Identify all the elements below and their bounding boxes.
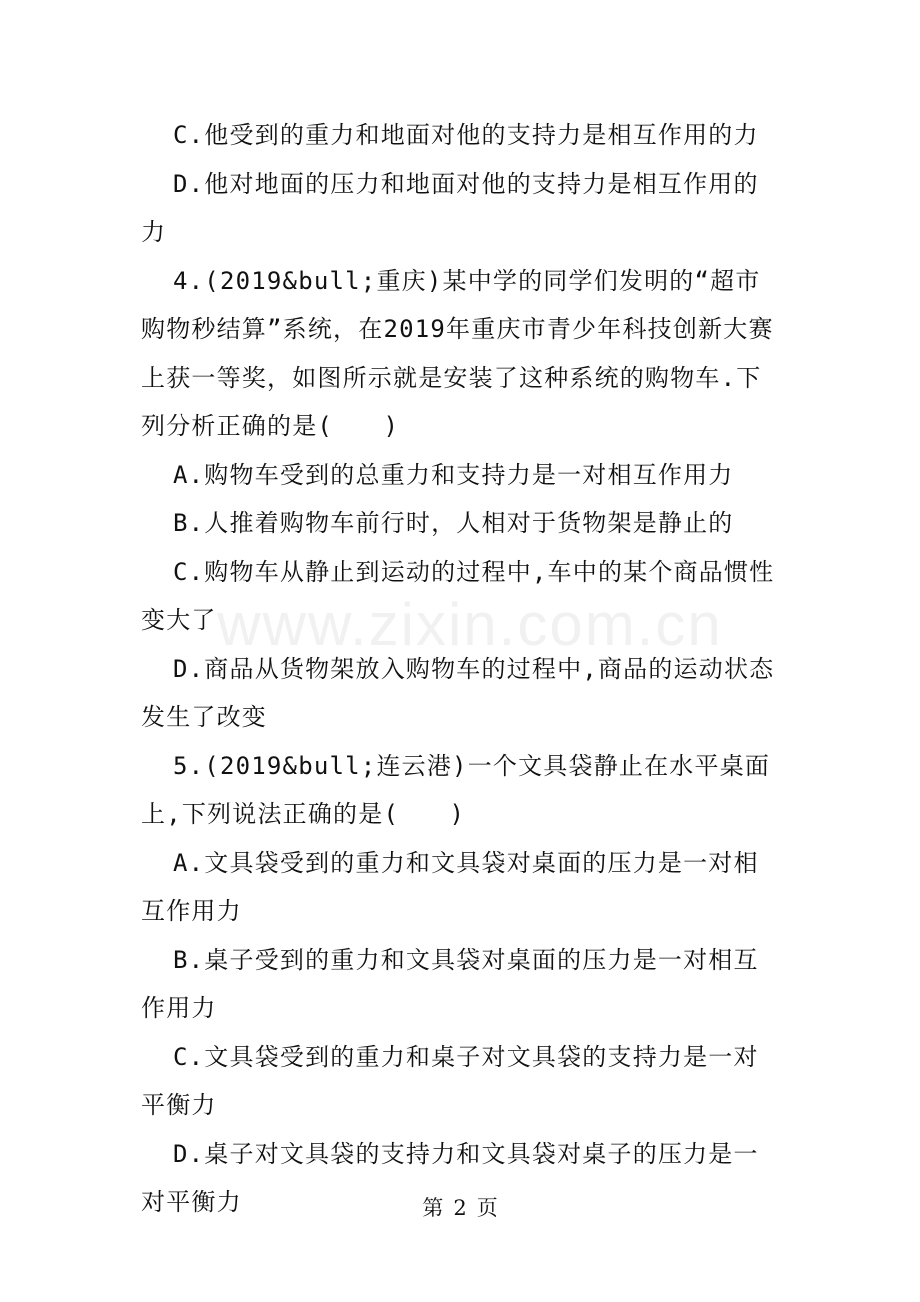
option-c-q3: C.他受到的重力和地面对他的支持力是相互作用的力 xyxy=(173,121,759,149)
option-b-q4: B.人推着购物车前行时，人相对于货物架是静止的 xyxy=(173,509,734,537)
option-b-q5: B.桌子受到的重力和文具袋对桌面的压力是一对相互作用力 xyxy=(141,945,759,1022)
footer-page-number: 2 xyxy=(453,1196,467,1220)
document-body xyxy=(141,111,781,1227)
option-d-q4: D.商品从货物架放入购物车的过程中,商品的运动状态发生了改变 xyxy=(141,654,775,731)
option-c-q5: C.文具袋受到的重力和桌子对文具袋的支持力是一对平衡力 xyxy=(141,1042,759,1119)
option-d-q5: D.桌子对文具袋的支持力和文具袋对桌子的压力是一对平衡力 xyxy=(141,1139,759,1216)
option-c-q4: C.购物车从静止到运动的过程中,车中的某个商品惯性变大了 xyxy=(141,557,775,634)
question-5: 5.(2019&bull;连云港)一个文具袋静止在水平桌面上,下列说法正确的是( ) xyxy=(141,751,771,828)
page-footer xyxy=(0,1192,920,1224)
option-d-q3: D.他对地面的压力和地面对他的支持力是相互作用的力 xyxy=(141,169,759,246)
footer-suffix: 页 xyxy=(476,1196,498,1220)
footer-prefix: 第 xyxy=(422,1196,444,1220)
option-a-q5: A.文具袋受到的重力和文具袋对桌面的压力是一对相互作用力 xyxy=(141,848,759,925)
question-4: 4.(2019&bull;重庆)某中学的同学们发明的“超市购物秒结算”系统，在2019年重庆市青少年科技创新大赛上获一等奖，如图所示就是安装了这种系统的购物车.下列分析正确的是( ) xyxy=(141,266,774,440)
option-a-q4: A.购物车受到的总重力和支持力是一对相互作用力 xyxy=(173,460,734,489)
watermark: www.zixin.com.cn xyxy=(217,591,723,658)
